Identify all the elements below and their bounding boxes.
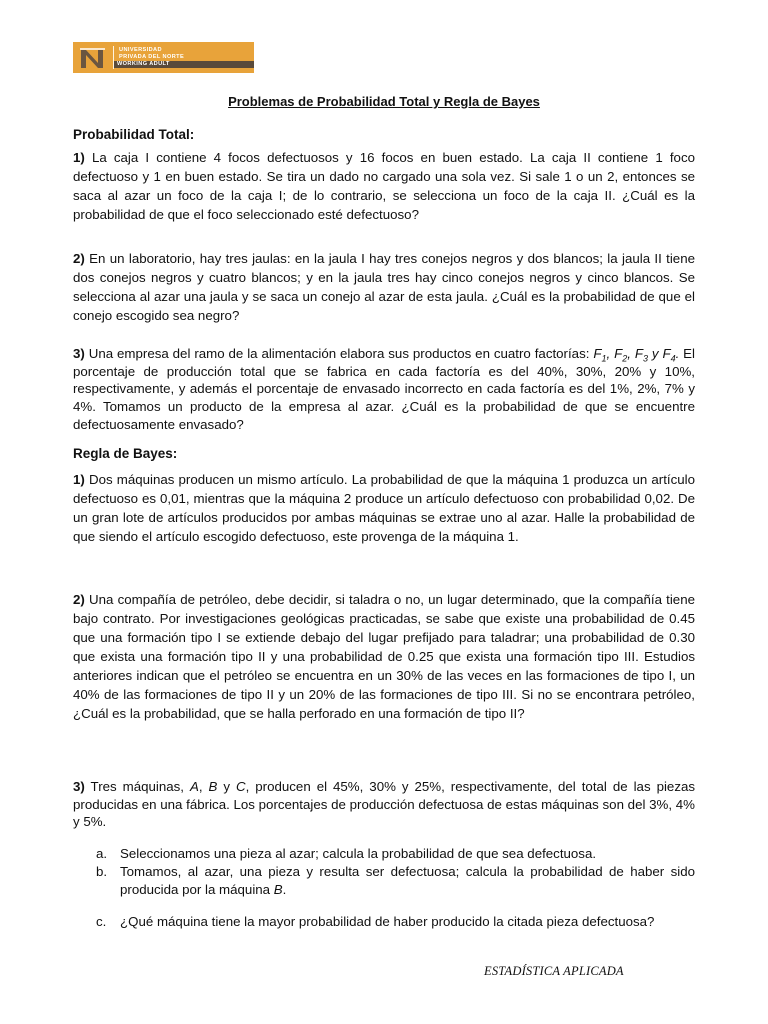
list-item <box>96 845 695 863</box>
logo-line-2: PRIVADA DEL NORTE <box>119 53 185 60</box>
problem-total-2 <box>73 249 695 325</box>
factory-subscript: 1 <box>601 353 607 364</box>
list-item <box>96 913 695 931</box>
problem-number: 2) <box>73 251 85 266</box>
section-heading-total: Probabilidad Total: <box>73 127 195 142</box>
problem-text: Una empresa del ramo de la alimentación elabora sus productos en cuatro factorías: <box>84 346 594 361</box>
factory-symbol: F <box>662 346 671 361</box>
list-text-part: Tomamos, al azar, una pieza y resulta ser defectuosa; calcula la probabilidad de haber sido producida por la máquina <box>120 864 695 897</box>
problem-number: 1) <box>73 472 85 487</box>
problem-bayes-1 <box>73 470 695 546</box>
problem-text: Tres máquinas, <box>84 779 190 794</box>
problem-total-3 <box>73 345 695 434</box>
factory-subscript: 2 <box>622 353 628 364</box>
separator: , <box>606 346 615 361</box>
logo-line-1: UNIVERSIDAD <box>119 47 162 54</box>
list-text <box>120 863 695 898</box>
problem-number: 3) <box>73 346 85 361</box>
list-text: ¿Qué máquina tiene la mayor probabilidad de haber producido la citada pieza defectuosa? <box>120 914 655 929</box>
problem-text: La caja I contiene 4 focos defectuosos y 16 focos en buen estado. La caja II contiene 1 foco defectuoso y 1 en buen estado. Se tira un dado no cargado una sola vez. Si sale 1 o un 2, entonces se saca al azar un foco de la caja I; de lo contrario, se selecciona un foco de la caja II. ¿Cuál es la probabilidad de que el foco seleccionado esté defectuoso? <box>73 150 695 222</box>
footer-course-name: ESTADÍSTICA APLICADA <box>484 964 624 978</box>
problem-text: El porcentaje de producción total que se fabrica en cada factoría es del 40%, 30%, 20% y 10%, respectivamente, y además el porcentaje de envasado incorrecto en cada factoría es del 1%, 2%, 7% y 4%. Tomamos un producto de la empresa al azar. ¿Cuál es la probabilidad de que se encuentre defectuosamente envasado? <box>73 346 696 432</box>
page-title: Problemas de Probabilidad Total y Regla de Bayes <box>228 94 540 109</box>
factory-subscript: 4 <box>670 353 676 364</box>
section-heading-bayes: Regla de Bayes: <box>73 446 178 461</box>
logo-wordmark <box>114 42 254 73</box>
problem-number: 1) <box>73 150 85 165</box>
list-text: Seleccionamos una pieza al azar; calcula la probabilidad de que sea defectuosa. <box>120 846 597 861</box>
logo-n-mark-icon <box>73 42 113 73</box>
problem-text: , producen el 45%, 30% y 25%, respectivamente, del total de las piezas producidas en una fábrica. Los porcentajes de producción defectuosa de estas máquinas son del 3%, 4% y 5%. <box>73 779 696 830</box>
university-logo <box>73 42 254 73</box>
separator: , <box>627 346 635 361</box>
list-item <box>96 863 695 898</box>
factory-symbol: F <box>614 346 623 361</box>
list-marker: b. <box>96 864 108 879</box>
problem-text: Dos máquinas producen un mismo artículo. La probabilidad de que la máquina 1 produzca un artículo defectuoso es 0,01, mientras que la máquina 2 produce un artículo defectuoso con probabilidad 0,02. De un gran lote de artículos producidos por ambas máquinas se extrae uno al azar. Halle la probabilidad de que siendo el artículo escogido defectuoso, este provenga de la máquina 1. <box>73 472 695 544</box>
list-marker: c. <box>96 914 107 929</box>
separator: y <box>647 346 663 361</box>
separator: . <box>675 346 680 361</box>
list-marker: a. <box>96 846 108 861</box>
separator: , <box>198 779 209 794</box>
logo-band: WORKING ADULT <box>114 61 254 68</box>
machine-symbol: B <box>208 779 218 794</box>
machine-symbol: B <box>273 881 283 897</box>
problem-text: En un laboratorio, hay tres jaulas: en la jaula I hay tres conejos negros y dos blancos; la jaula II tiene dos conejos negros y cuatro blancos; y en la jaula tres hay cinco conejos negros y cinco blancos. Se selecciona al azar una jaula y se saca un conejo al azar de esta jaula. ¿Cuál es la probabilidad de que el conejo escogido sea negro? <box>73 251 695 323</box>
separator: y <box>217 779 236 794</box>
problem-bayes-2 <box>73 590 695 723</box>
problem-number: 2) <box>73 592 85 607</box>
machine-symbol: C <box>236 779 246 794</box>
list-text-part: . <box>282 881 287 897</box>
factory-symbol: F <box>593 346 602 361</box>
problem-total-1 <box>73 148 695 224</box>
factory-subscript: 3 <box>642 353 648 364</box>
factory-symbol: F <box>634 346 643 361</box>
problem-bayes-3 <box>73 778 695 831</box>
problem-number: 3) <box>73 779 85 794</box>
machine-symbol: A <box>189 779 199 794</box>
problem-text: Una compañía de petróleo, debe decidir, si taladra o no, un lugar determinado, que la compañía tiene bajo contrato. Por investigaciones geológicas practicadas, se sabe que existe una probabilidad de 0.45 que una formación tipo I se extiende debajo del lugar prefijado para taladrar; una probabilidad de 0.30 que exista una formación tipo II y una probabilidad de 0.25 que exista una formación tipo III. Estudios anteriores indican que el petróleo se encuentra en un 30% de las veces en las formaciones de tipo I, un 40% de las formaciones de tipo II y un 20% de las formaciones de tipo III. Si no se encontrara petróleo, ¿Cuál es la probabilidad, que se halla perforado en una formación de tipo II? <box>73 592 695 721</box>
